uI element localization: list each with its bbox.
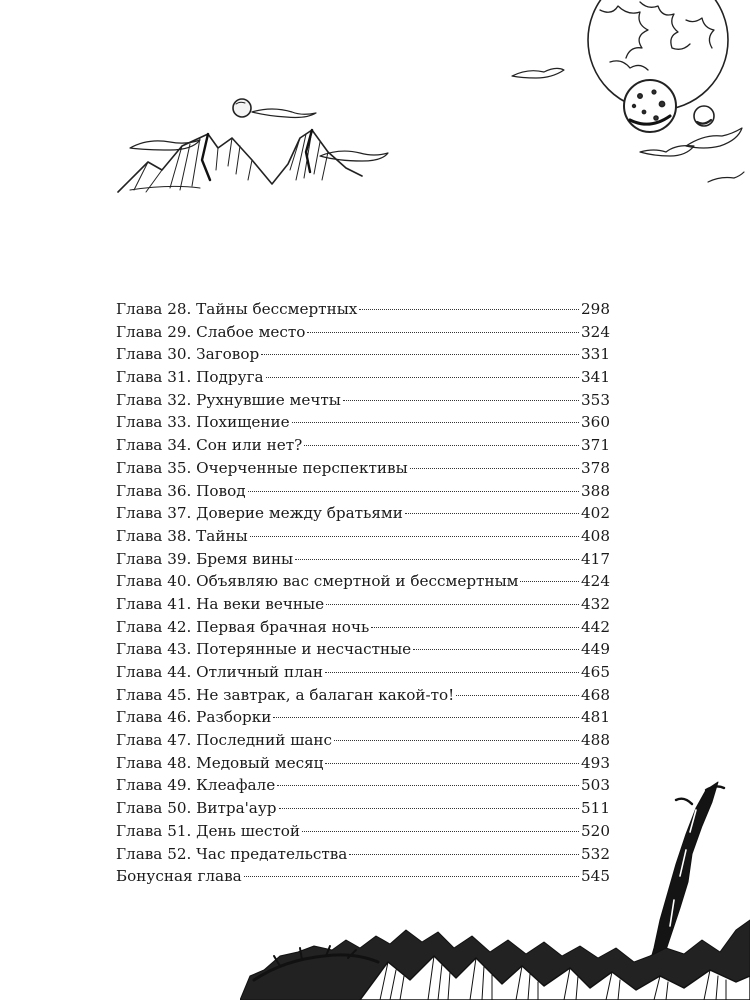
tiny-planet-icon: [694, 106, 714, 126]
page-number: 481: [581, 708, 610, 727]
dot-leader: [520, 581, 579, 582]
dot-leader: [371, 627, 579, 628]
dot-leader: [307, 332, 579, 333]
toc-entry[interactable]: [116, 616, 610, 639]
chapter-title: Глава 48. Медовый месяц: [116, 753, 324, 772]
page-number: 503: [581, 776, 610, 795]
table-of-contents: [116, 298, 610, 888]
page-number: 360: [581, 413, 610, 432]
chapter-title: Глава 36. Повод: [116, 481, 246, 500]
toc-entry[interactable]: [116, 502, 610, 525]
chapter-title: Глава 47. Последний шанс: [116, 731, 333, 750]
page-number: 388: [581, 481, 610, 500]
toc-entry[interactable]: [116, 797, 610, 820]
dot-leader: [343, 400, 579, 401]
chapter-title: Глава 49. Клеафале: [116, 776, 276, 795]
dot-leader: [413, 649, 579, 650]
mountains-sun-illustration: [100, 90, 400, 210]
dot-leader: [292, 422, 579, 423]
toc-entry[interactable]: [116, 570, 610, 593]
toc-entry[interactable]: [116, 865, 610, 888]
page-number: 324: [581, 322, 610, 341]
chapter-title: Глава 32. Рухнувшие мечты: [116, 390, 341, 409]
chapter-title: Глава 38. Тайны: [116, 526, 248, 545]
page-number: 378: [581, 458, 610, 477]
dot-leader: [405, 513, 579, 514]
chapter-title: Глава 43. Потерянные и несчастные: [116, 640, 412, 659]
toc-entry[interactable]: [116, 638, 610, 661]
planets-illustration: [490, 0, 750, 195]
dot-leader: [456, 695, 579, 696]
chapter-title: Глава 41. На веки вечные: [116, 594, 325, 613]
toc-entry[interactable]: [116, 480, 610, 503]
chapter-title: Глава 44. Отличный план: [116, 663, 323, 681]
chapter-title: Глава 51. День шестой: [116, 821, 301, 840]
page-number: 417: [581, 549, 610, 568]
page-number: 449: [581, 640, 610, 659]
chapter-title: Глава 31. Подруга: [116, 368, 264, 387]
dot-leader: [302, 831, 579, 832]
page-number: 402: [581, 504, 610, 523]
page-number: 442: [581, 617, 610, 636]
dot-leader: [250, 536, 579, 537]
large-planet-icon: [588, 0, 728, 110]
chapter-title: Глава 30. Заговор: [116, 345, 260, 364]
toc-entry[interactable]: [116, 752, 610, 775]
toc-entry[interactable]: [116, 729, 610, 752]
chapter-title: Глава 52. Час предательства: [116, 844, 348, 863]
small-planet-icon: [624, 80, 676, 132]
dot-leader: [248, 491, 579, 492]
page-number: 371: [581, 436, 610, 455]
dot-leader: [261, 354, 579, 355]
toc-entry[interactable]: [116, 661, 610, 684]
toc-entry[interactable]: [116, 525, 610, 548]
dot-leader: [349, 854, 579, 855]
chapter-title: Глава 39. Бремя вины: [116, 549, 294, 568]
chapter-title: Глава 46. Разборки: [116, 708, 272, 727]
chapter-title: Глава 37. Доверие между братьями: [116, 504, 403, 523]
chapter-title: Глава 50. Витра'аур: [116, 799, 277, 818]
toc-entry[interactable]: [116, 298, 610, 321]
page-number: 532: [581, 844, 610, 863]
toc-entry[interactable]: [116, 389, 610, 412]
page-number: 432: [581, 594, 610, 613]
page-number: 353: [581, 390, 610, 409]
dot-leader: [325, 763, 579, 764]
dot-leader: [244, 876, 579, 877]
page-number: 424: [581, 572, 610, 591]
page-number: 520: [581, 821, 610, 840]
dot-leader: [279, 808, 579, 809]
toc-entry[interactable]: [116, 411, 610, 434]
page-number: 511: [581, 799, 610, 818]
page-number: 298: [581, 300, 610, 318]
dot-leader: [410, 468, 579, 469]
toc-entry[interactable]: [116, 820, 610, 843]
chapter-title: Глава 42. Первая брачная ночь: [116, 617, 370, 636]
page-number: 493: [581, 753, 610, 772]
page-number: 408: [581, 526, 610, 545]
dot-leader: [277, 785, 579, 786]
toc-entry[interactable]: [116, 548, 610, 571]
toc-entry[interactable]: [116, 843, 610, 866]
toc-entry[interactable]: [116, 684, 610, 707]
toc-entry[interactable]: [116, 457, 610, 480]
toc-entry[interactable]: [116, 321, 610, 344]
toc-entry[interactable]: [116, 706, 610, 729]
page-number: 545: [581, 867, 610, 886]
chapter-title: Глава 28. Тайны бессмертных: [116, 300, 358, 318]
dot-leader: [326, 604, 579, 605]
chapter-title: Глава 40. Объявляю вас смертной и бессмертным: [116, 572, 519, 591]
page-number: 468: [581, 685, 610, 704]
chapter-title: Глава 29. Слабое место: [116, 322, 306, 341]
page-number: 331: [581, 345, 610, 364]
dot-leader: [334, 740, 579, 741]
page-number: 465: [581, 663, 610, 681]
dot-leader: [304, 445, 579, 446]
chapter-title: Бонусная глава: [116, 867, 242, 886]
toc-entry[interactable]: [116, 434, 610, 457]
toc-entry[interactable]: [116, 343, 610, 366]
chapter-title: Глава 35. Очерченные перспективы: [116, 458, 408, 477]
toc-entry[interactable]: [116, 774, 610, 797]
toc-entry[interactable]: [116, 366, 610, 389]
page-number: 488: [581, 731, 610, 750]
dot-leader: [325, 672, 579, 673]
dot-leader: [273, 717, 579, 718]
dot-leader: [266, 377, 579, 378]
dot-leader: [359, 309, 579, 310]
sun-icon: [233, 99, 251, 117]
toc-entry[interactable]: [116, 593, 610, 616]
dot-leader: [295, 559, 579, 560]
chapter-title: Глава 34. Сон или нет?: [116, 436, 303, 455]
chapter-title: Глава 33. Похищение: [116, 413, 290, 432]
page-number: 341: [581, 368, 610, 387]
chapter-title: Глава 45. Не завтрак, а балаган какой-то!: [116, 685, 455, 704]
